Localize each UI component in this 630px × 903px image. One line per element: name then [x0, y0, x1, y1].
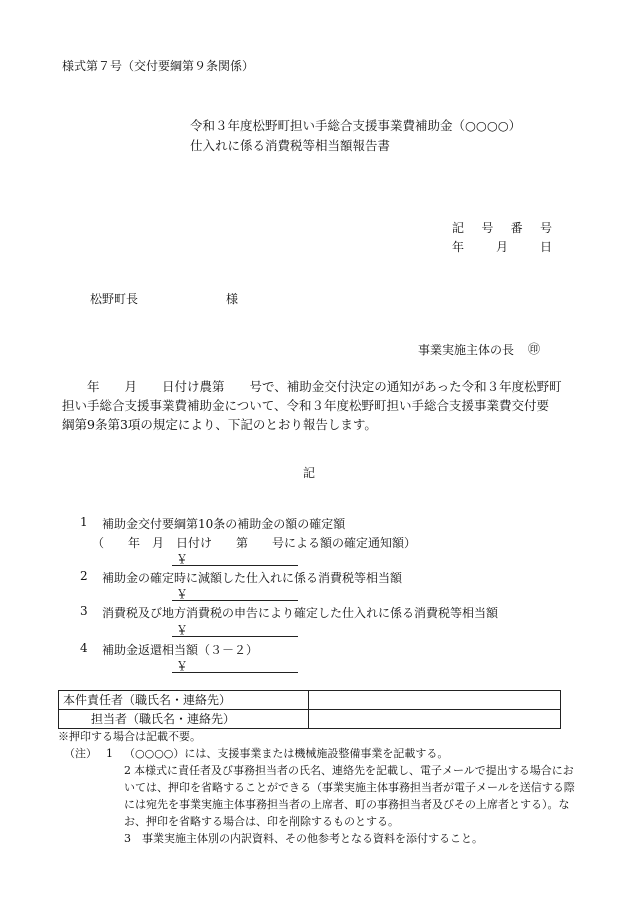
responsible-person-label: 本件責任者（職氏名・連絡先） [59, 691, 309, 710]
body-line: 綱第9条第3項の規定により、下記のとおり報告します。 [62, 417, 377, 432]
doc-number-char: 号 [539, 221, 552, 235]
seal-mark: ㊞ [528, 342, 541, 356]
yen-symbol: ￥ [176, 587, 189, 601]
ki-heading: 記 [303, 466, 316, 480]
sender-title: 事業実施主体の長 [418, 343, 515, 357]
item-label: 補助金の確定時に減額した仕入れに係る消費税等相当額 [102, 571, 403, 585]
contact-table [58, 690, 561, 729]
note-text: いては、押印を省略することができる（事業実施主体事務担当者が電子メールを送信する際 [124, 781, 575, 794]
doc-number-char: 号 [481, 221, 494, 235]
body-paragraph [62, 377, 562, 434]
amount-field [172, 585, 298, 601]
table-row [59, 691, 561, 710]
seal-note: ※押印する場合は記載不要。 [58, 730, 201, 743]
doc-number-char: 番 [510, 221, 523, 235]
staff-value[interactable] [309, 710, 561, 729]
note-number: 3 [124, 832, 131, 845]
note-text: （○○○○）には、支援事業または機械施設整備事業を記載する。 [124, 747, 449, 760]
table-row [59, 710, 561, 729]
doc-date-label [452, 238, 552, 255]
amount-field [172, 550, 298, 566]
staff-label: 担当者（職氏名・連絡先） [59, 710, 309, 729]
doc-number-label [452, 219, 552, 236]
yen-symbol: ￥ [176, 623, 189, 637]
yen-symbol: ￥ [176, 552, 189, 566]
responsible-person-value[interactable] [309, 691, 561, 710]
item-label: 補助金返還相当額（３－２） [102, 643, 259, 657]
note-number: 2 [124, 764, 131, 777]
item-sub-note: （ 年 月 日付け 第 号による額の確定通知額） [92, 536, 417, 550]
amount-field [172, 657, 298, 673]
item-number: 1 [80, 515, 88, 529]
form-number: 様式第７号（交付要綱第９条関係） [62, 59, 255, 73]
title-line-1: 令和３年度松野町担い手総合支援事業費補助金（○○○○） [190, 118, 522, 133]
doc-number-char: 記 [452, 221, 465, 235]
note-text: お、押印を省略する場合は、印を削除するものとする。 [124, 815, 399, 828]
doc-date-char: 日 [539, 240, 552, 254]
addressee-honorific: 様 [226, 292, 239, 306]
addressee-name: 松野町長 [90, 292, 139, 306]
item-number: 2 [80, 569, 88, 583]
item-label: 補助金交付要綱第10条の補助金の額の確定額 [102, 517, 346, 531]
item-label: 消費税及び地方消費税の申告により確定した仕入れに係る消費税等相当額 [102, 606, 499, 620]
body-line: 担い手総合支援事業費補助金について、令和３年度松野町担い手総合支援事業費交付要 [62, 398, 550, 413]
item-number: 3 [80, 604, 88, 618]
amount-field [172, 621, 298, 637]
doc-date-char: 年 [452, 240, 465, 254]
note-2-block [100, 762, 575, 830]
body-line: 年 月 日付け農第 号で、補助金交付決定の通知があった令和３年度松野町 [62, 379, 562, 394]
note-text: 事業実施主体別の内訳資料、その他参考となる資料を添付すること。 [142, 832, 483, 845]
note-number: 1 [106, 747, 113, 760]
yen-symbol: ￥ [176, 659, 189, 673]
title-line-2: 仕入れに係る消費税等相当額報告書 [190, 138, 391, 153]
note-text: には宛先を事業実施主体事務担当者の上席者、町の事務担当者及びその上席者とする）。な [124, 798, 570, 811]
notes-prefix: （注） [64, 747, 97, 760]
doc-date-char: 月 [495, 240, 508, 254]
note-text: 本様式に責任者及び事務担当者の氏名、連絡先を記載し、電子メールで提出する場合にお [134, 764, 574, 777]
item-number: 4 [80, 641, 88, 655]
